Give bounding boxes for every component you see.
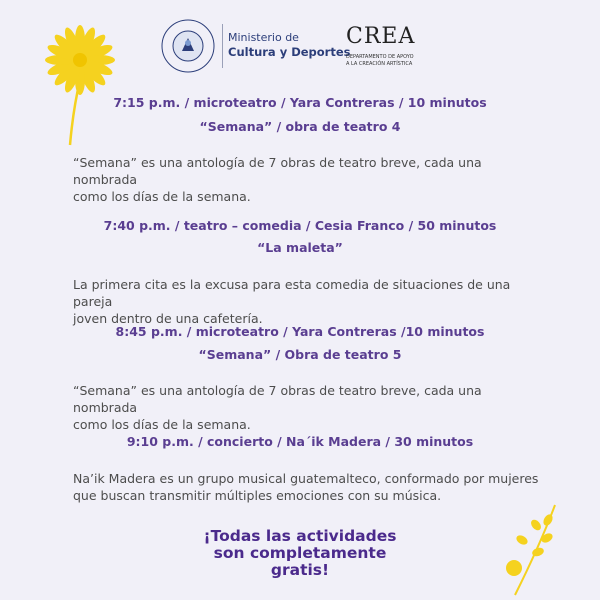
event-1-title: “Semana” / obra de teatro 4 xyxy=(199,119,401,134)
header-logos xyxy=(160,18,460,74)
event-3-description-line1: “Semana” es una antología de 7 obras de teatro breve, cada una nombrada xyxy=(73,383,482,415)
crea-subtitle-line1: DEPARTAMENTO DE APOYO xyxy=(346,54,414,60)
event-4-description xyxy=(73,470,543,504)
event-4-description-line2: que buscan transmitir múltiples emociones con su música. xyxy=(73,488,442,503)
event-3-title: “Semana” / Obra de teatro 5 xyxy=(198,347,402,362)
event-3-description xyxy=(73,382,543,433)
crea-subtitle-line2: A LA CREACIÓN ARTÍSTICA xyxy=(346,61,413,67)
free-activities-banner xyxy=(150,528,450,579)
event-1-description-line1: “Semana” es una antología de 7 obras de teatro breve, cada una nombrada xyxy=(73,155,482,187)
ministry-name-line2: Cultura y Deportes xyxy=(228,45,351,59)
ministry-name-line1: Ministerio de xyxy=(228,31,299,44)
logo-divider xyxy=(222,24,223,68)
event-2-description xyxy=(73,276,543,327)
footer-line2: son completamente xyxy=(213,544,387,562)
event-1-heading: 7:15 p.m. / microteatro / Yara Contreras / 10 minutos xyxy=(113,95,487,110)
footer-line1: ¡Todas las actividades xyxy=(203,527,397,545)
event-2-description-line2: joven dentro de una cafetería. xyxy=(73,311,263,326)
event-1-description-line2: como los días de la semana. xyxy=(73,189,251,204)
event-1-description xyxy=(73,154,543,205)
event-3-description-line2: como los días de la semana. xyxy=(73,417,251,432)
event-4-heading: 9:10 p.m. / concierto / Na´ik Madera / 30 minutos xyxy=(126,434,474,449)
event-3-heading: 8:45 p.m. / microteatro / Yara Contreras /10 minutos xyxy=(115,324,485,339)
event-2-heading: 7:40 p.m. / teatro – comedia / Cesia Franco / 50 minutos xyxy=(103,218,497,233)
footer-line3: gratis! xyxy=(270,561,330,579)
yellow-branch-illustration xyxy=(500,500,570,600)
event-2-title: “La maleta” xyxy=(257,240,343,255)
event-4-description-line1: Na’ik Madera es un grupo musical guatemalteco, conformado por mujeres xyxy=(73,471,539,486)
crea-logo: CREA xyxy=(346,24,416,49)
event-2-description-line1: La primera cita es la excusa para esta comedia de situaciones de una pareja xyxy=(73,277,511,309)
guatemala-seal-logo xyxy=(160,18,216,74)
